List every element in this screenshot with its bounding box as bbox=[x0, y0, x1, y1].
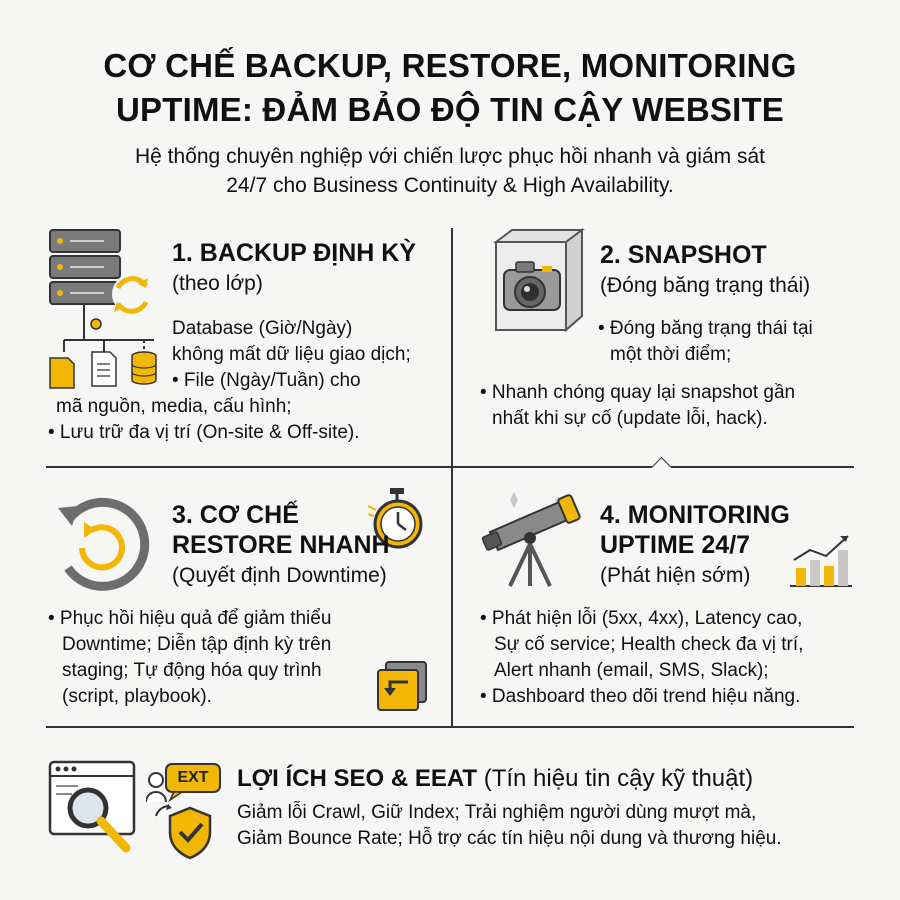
section-1-title: 1. BACKUP ĐỊNH KỲ bbox=[172, 239, 417, 267]
bottom-line-2: Giảm Bounce Rate; Hỗ trợ các tín hiệu nội dung và thương hiệu. bbox=[237, 828, 782, 849]
section-3-title-line-2: RESTORE NHANH bbox=[172, 531, 390, 559]
section-2-subtitle: (Đóng băng trạng thái) bbox=[600, 274, 811, 297]
section-3-title bbox=[172, 500, 390, 560]
title-line-1: CƠ CHẾ BACKUP, RESTORE, MONITORING bbox=[103, 47, 797, 84]
section-3-line-4: (script, playbook). bbox=[62, 686, 212, 707]
section-4-line-4: • Dashboard theo dõi trend hiệu năng. bbox=[480, 686, 801, 707]
bottom-title-rest: (Tín hiệu tin cậy kỹ thuật) bbox=[477, 765, 754, 792]
section-3-line-2: Downtime; Diễn tập định kỳ trên bbox=[62, 634, 332, 655]
section-1-line-3: • File (Ngày/Tuần) cho bbox=[172, 370, 361, 391]
divider-notch bbox=[651, 457, 672, 478]
section-4-body bbox=[480, 606, 880, 710]
section-2-line-1: • Đóng băng trạng thái tại bbox=[598, 318, 813, 339]
restore-arrows-icon bbox=[48, 490, 158, 594]
browser-search-icon bbox=[48, 758, 138, 858]
grid-vertical-divider bbox=[451, 228, 453, 726]
section-4-line-1: • Phát hiện lỗi (5xx, 4xx), Latency cao, bbox=[480, 608, 803, 629]
section-1-line-2: không mất dữ liệu giao dịch; bbox=[172, 344, 411, 365]
section-1-subtitle: (theo lớp) bbox=[172, 272, 263, 295]
section-4-subtitle: (Phát hiện sớm) bbox=[600, 564, 751, 587]
section-2-body bbox=[480, 316, 870, 432]
section-4-title bbox=[600, 500, 790, 560]
section-4-line-2: Sự cố service; Health check đa vị trí, bbox=[494, 634, 804, 655]
section-1-line-5: • Lưu trữ đa vị trí (On-site & Off-site). bbox=[48, 422, 360, 443]
ext-label: EXT bbox=[177, 769, 209, 786]
bottom-title-bold: LỢI ÍCH SEO & EEAT bbox=[237, 765, 478, 792]
section-3-title-line-1: 3. CƠ CHẾ bbox=[172, 501, 299, 529]
section-3-subtitle: (Quyết định Downtime) bbox=[172, 564, 387, 587]
title-line-2: UPTIME: ĐẢM BẢO ĐỘ TIN CẬY WEBSITE bbox=[115, 91, 785, 128]
document-stack-icon bbox=[372, 658, 434, 714]
page-subtitle bbox=[0, 142, 900, 200]
section-1-line-4: mã nguồn, media, cấu hình; bbox=[56, 396, 292, 417]
ext-user-icon bbox=[146, 762, 224, 802]
section-2-line-3: • Nhanh chóng quay lại snapshot gần bbox=[480, 382, 796, 403]
grid-horizontal-divider-middle bbox=[46, 466, 854, 468]
section-2-title: 2. SNAPSHOT bbox=[600, 241, 767, 269]
subtitle-line-1: Hệ thống chuyên nghiệp với chiến lược phục hồi nhanh và giám sát bbox=[135, 145, 765, 168]
section-1-line-1: Database (Giờ/Ngày) bbox=[172, 318, 353, 339]
subtitle-line-2: 24/7 cho Business Continuity & High Availability. bbox=[226, 174, 674, 197]
section-3-line-3: staging; Tự động hóa quy trình bbox=[62, 660, 322, 681]
section-4-line-3: Alert nhanh (email, SMS, Slack); bbox=[494, 660, 769, 681]
page-title bbox=[0, 44, 900, 132]
section-3-line-1: • Phục hồi hiệu quả để giảm thiểu bbox=[48, 608, 332, 629]
grid-horizontal-divider-bottom bbox=[46, 726, 854, 728]
section-1-body bbox=[48, 316, 448, 446]
bar-chart-icon bbox=[786, 530, 856, 590]
bottom-body bbox=[237, 800, 782, 852]
section-4-title-line-2: UPTIME 24/7 bbox=[600, 531, 751, 559]
shield-check-icon bbox=[150, 802, 226, 862]
section-3-body bbox=[48, 606, 378, 710]
telescope-icon bbox=[478, 486, 584, 590]
section-2-line-2: một thời điểm; bbox=[610, 344, 732, 365]
bottom-line-1: Giảm lỗi Crawl, Giữ Index; Trải nghiệm người dùng mượt mà, bbox=[237, 802, 757, 823]
section-2-line-4: nhất khi sự cố (update lỗi, hack). bbox=[492, 408, 768, 429]
bottom-title bbox=[237, 764, 753, 794]
section-4-title-line-1: 4. MONITORING bbox=[600, 501, 790, 529]
